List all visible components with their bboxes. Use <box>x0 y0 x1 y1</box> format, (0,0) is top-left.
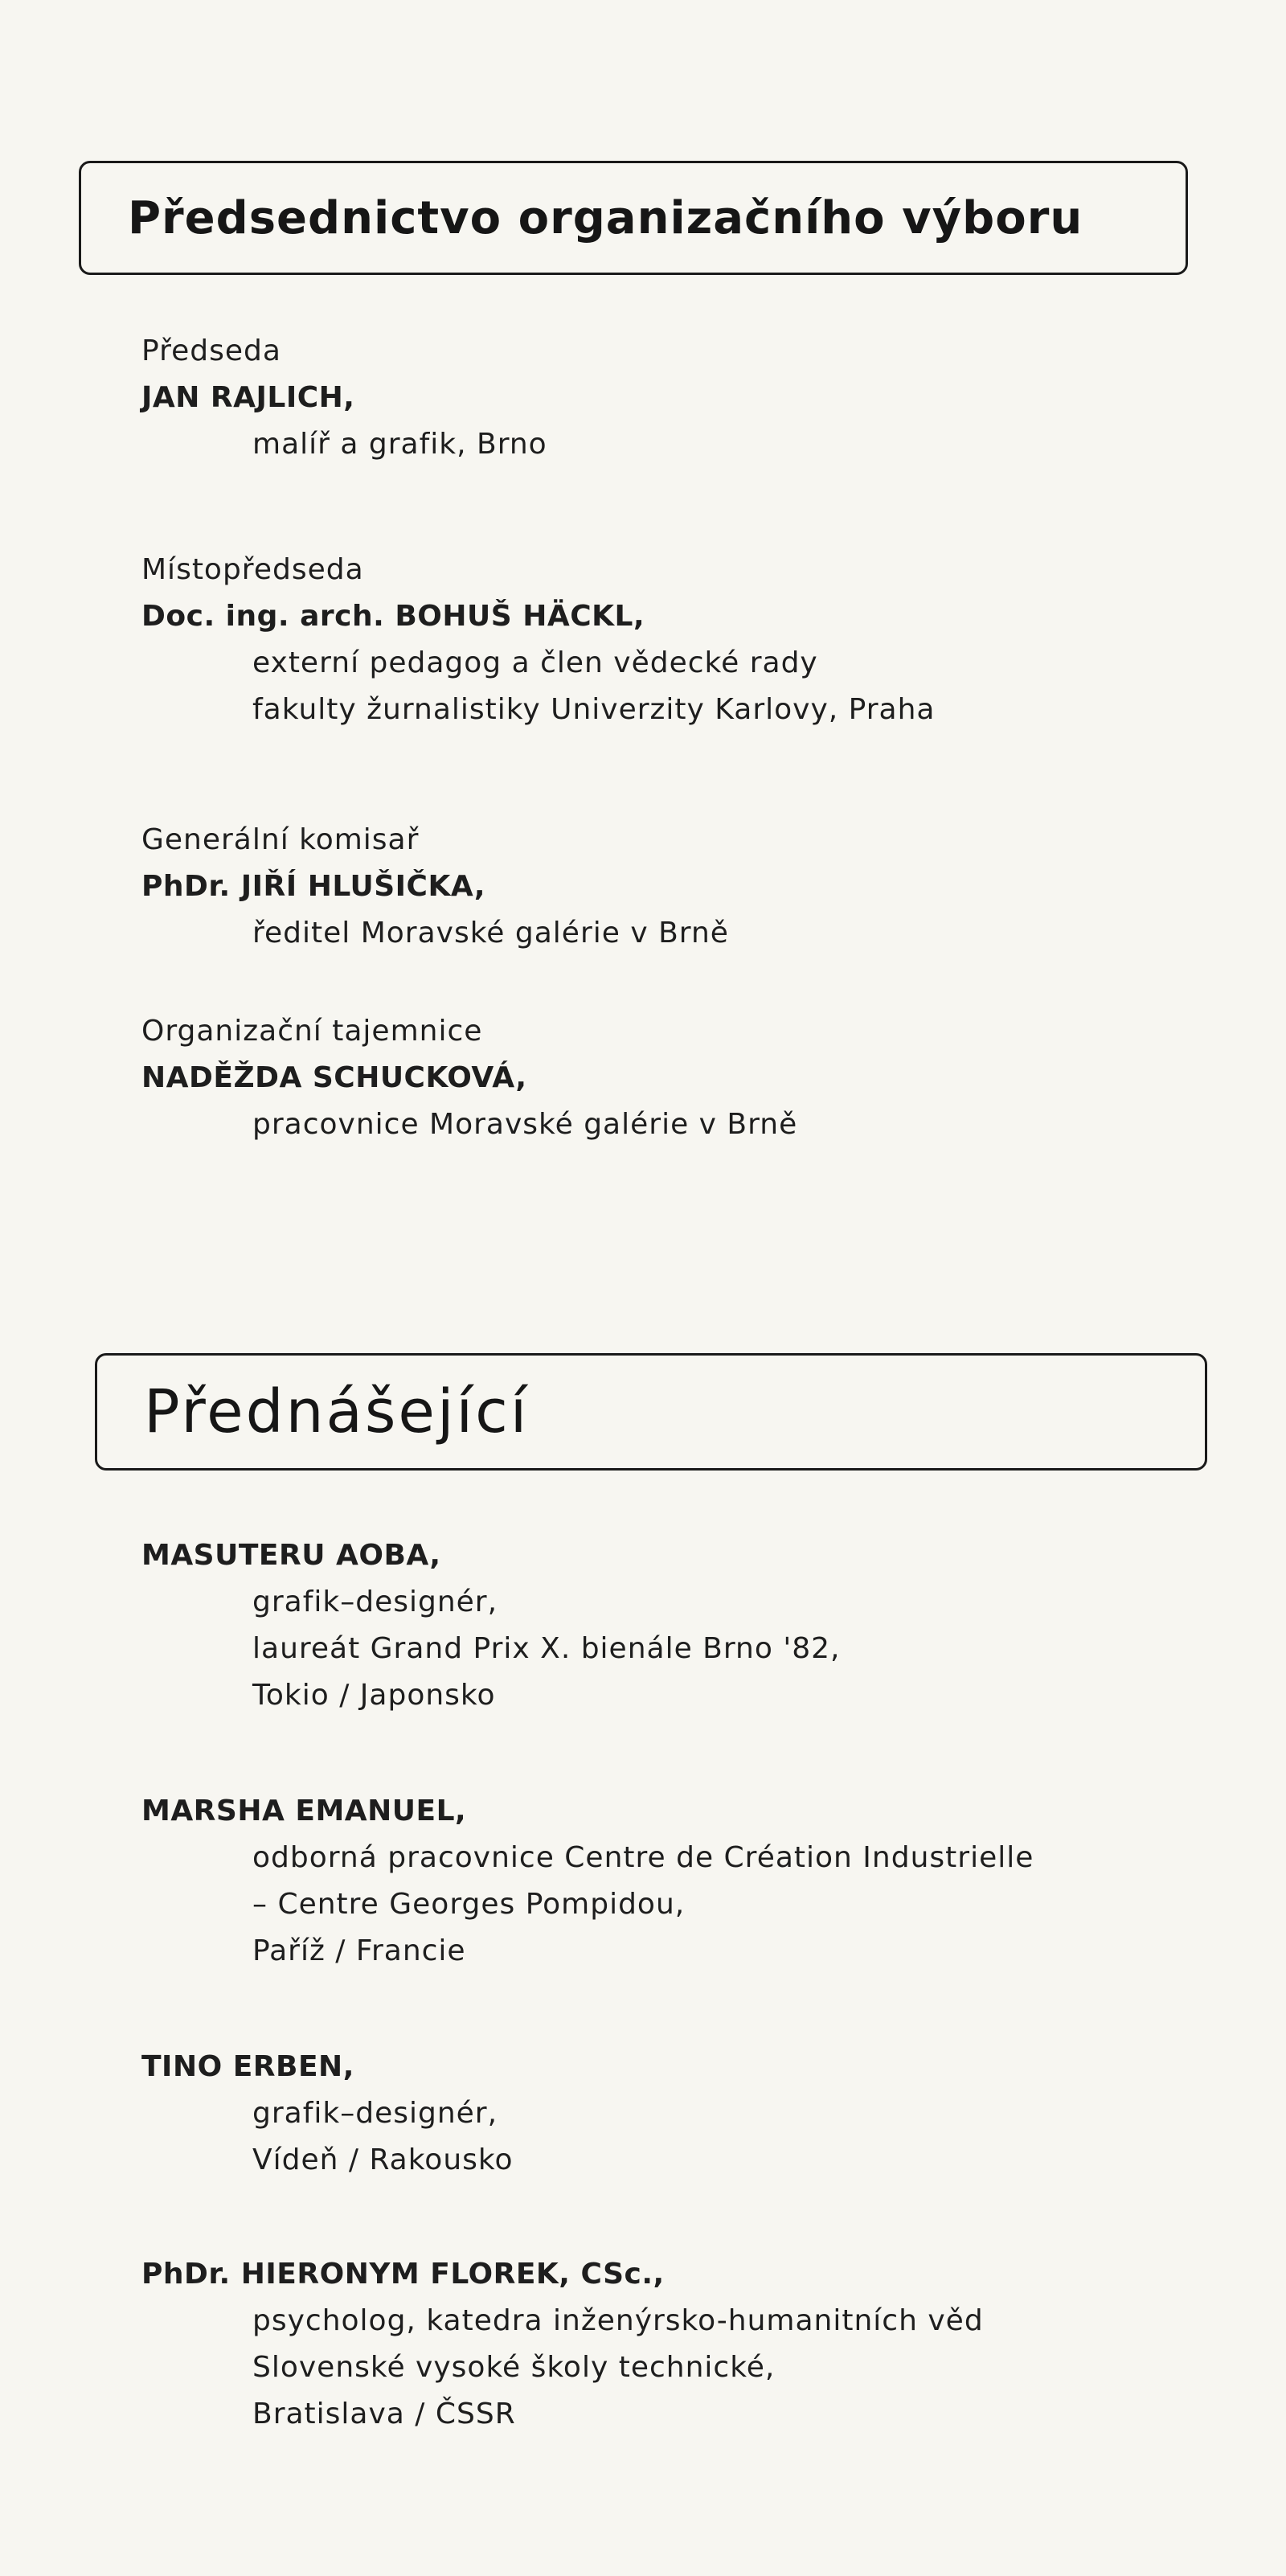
speaker-name: MASUTERU AOBA, <box>141 1539 441 1572</box>
speaker-entry <box>141 2251 1251 2438</box>
speaker-name: MARSHA EMANUEL, <box>141 1795 467 1827</box>
member-role: Místopředseda <box>141 553 364 586</box>
member-detail: ředitel Moravské galérie v Brně <box>252 917 729 950</box>
member-title-prefix: Doc. ing. arch. <box>141 600 385 633</box>
section-heading-box-speakers <box>95 1353 1207 1471</box>
member-name: JAN RAJLICH, <box>141 381 355 414</box>
speaker-detail: Tokio / Japonsko <box>252 1679 496 1712</box>
committee-member-chairman <box>141 328 1251 468</box>
member-name: NADĚŽDA SCHUCKOVÁ, <box>141 1061 527 1094</box>
speaker-entry <box>141 1532 1251 1719</box>
speaker-title-prefix: PhDr. <box>141 2258 231 2291</box>
member-role: Předseda <box>141 334 281 367</box>
member-name-line <box>141 593 1251 640</box>
committee-member-vice-chairman <box>141 547 1251 733</box>
speaker-detail: Bratislava / ČSSR <box>252 2398 516 2430</box>
speaker-name-line <box>141 2251 1251 2298</box>
section-heading-speakers: Přednášející <box>144 1377 530 1446</box>
speaker-detail: odborná pracovnice Centre de Création Industrielle <box>252 1841 1034 1874</box>
section-heading-committee: Předsednictvo organizačního výboru <box>128 191 1083 244</box>
member-name: JIŘÍ HLUŠIČKA, <box>240 870 486 903</box>
speaker-detail: grafik–designér, <box>252 1585 498 1618</box>
speaker-detail: grafik–designér, <box>252 2097 498 2130</box>
speaker-detail: psycholog, katedra inženýrsko-humanitních věd <box>252 2304 984 2337</box>
member-name-line <box>141 863 1251 910</box>
speaker-detail: laureát Grand Prix X. bienále Brno '82, <box>252 1632 841 1665</box>
committee-member-general-commissioner <box>141 817 1251 957</box>
member-role: Organizační tajemnice <box>141 1015 483 1048</box>
member-detail: fakulty žurnalistiky Univerzity Karlovy, Praha <box>252 693 936 726</box>
member-detail: pracovnice Moravské galérie v Brně <box>252 1108 798 1141</box>
section-heading-box-committee <box>79 161 1188 275</box>
speaker-detail: – Centre Georges Pompidou, <box>252 1888 686 1921</box>
speaker-name: TINO ERBEN, <box>141 2050 354 2083</box>
speaker-detail: Vídeň / Rakousko <box>252 2143 514 2176</box>
member-detail: externí pedagog a člen vědecké rady <box>252 646 818 679</box>
speaker-entry <box>141 1788 1251 1975</box>
speaker-entry <box>141 2044 1251 2184</box>
speaker-name: HIERONYM FLOREK, CSc., <box>240 2258 665 2291</box>
speaker-detail: Paříž / Francie <box>252 1934 466 1967</box>
speaker-detail: Slovenské vysoké školy technické, <box>252 2351 776 2384</box>
member-detail: malíř a grafik, Brno <box>252 428 547 461</box>
member-title-prefix: PhDr. <box>141 870 231 903</box>
member-name: BOHUŠ HÄCKL, <box>395 600 645 633</box>
member-role: Generální komisař <box>141 823 420 856</box>
committee-member-secretary <box>141 1008 1251 1148</box>
